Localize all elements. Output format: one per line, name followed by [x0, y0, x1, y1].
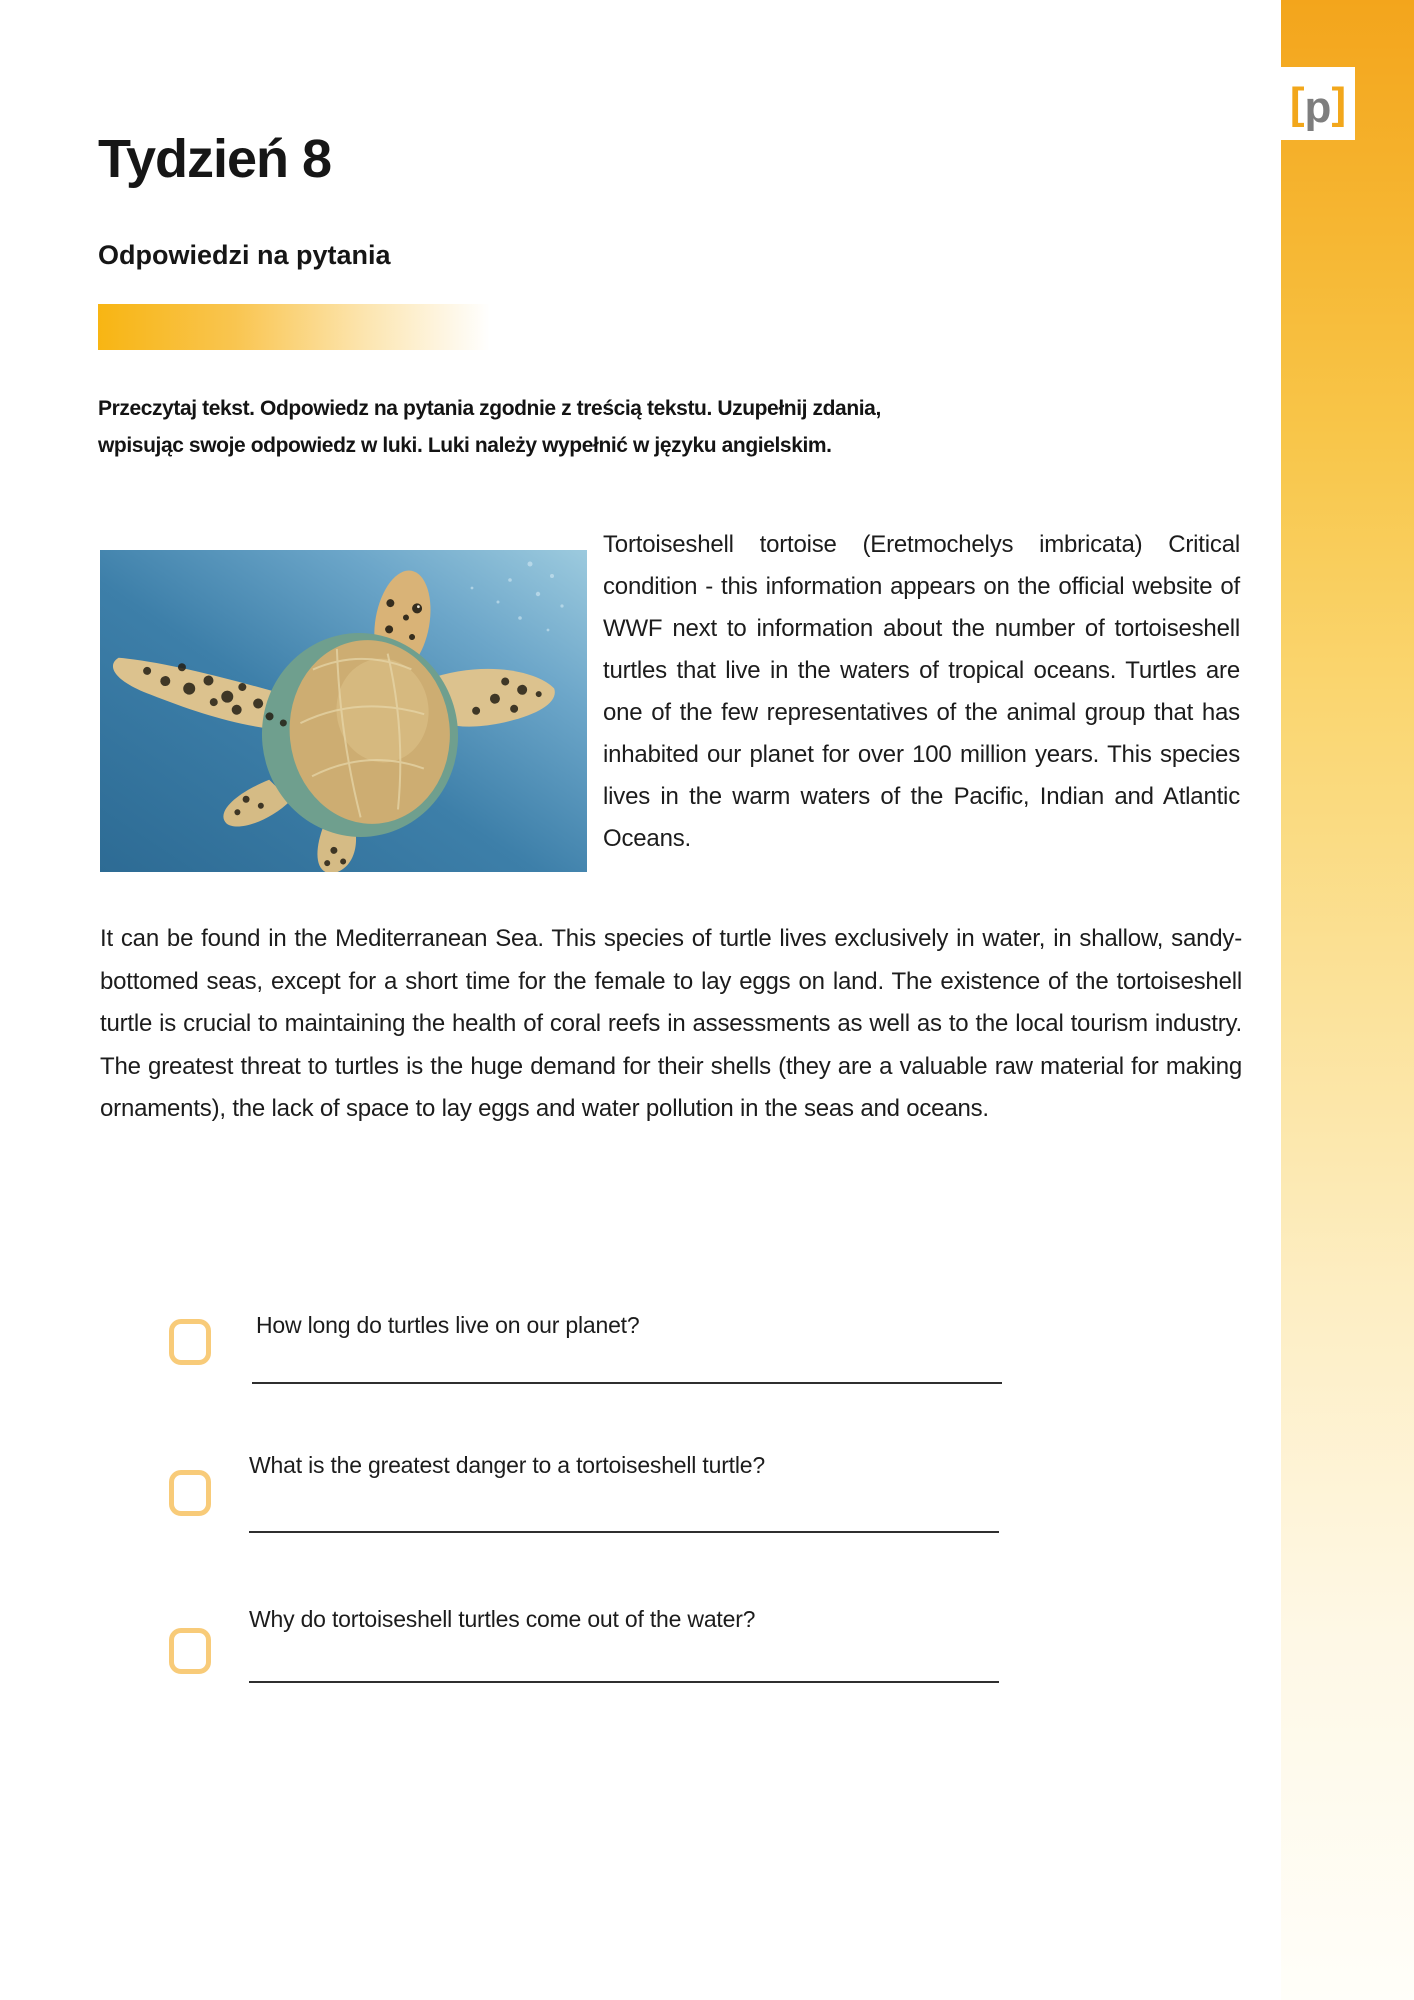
question-3-checkbox[interactable]	[169, 1628, 211, 1674]
question-1-answer-line[interactable]	[252, 1382, 1002, 1384]
question-3-answer-line[interactable]	[249, 1681, 999, 1683]
question-2-answer-line[interactable]	[249, 1531, 999, 1533]
article-paragraph-1: Tortoiseshell tortoise (Eretmochelys imbricata) Critical condition - this information appears on the official website of WWF next to information about the number of tortoiseshell turtles that live in the waters of tropical oceans. Turtles are one of the few representatives of the animal group that has inhabited our planet for over 100 million years. This species lives in the warm waters of the Pacific, Indian and Atlantic Oceans.	[603, 531, 1240, 852]
brand-logo	[1281, 67, 1355, 140]
logo-close-bracket: ]	[1331, 78, 1347, 128]
question-2-label: What is the greatest danger to a tortoiseshell turtle?	[249, 1452, 765, 1478]
instructions-line-2: wpisując swoje odpowiedz w luki. Luki należy wypełnić w języku angielskim.	[98, 434, 832, 457]
instructions-line-1: Przeczytaj tekst. Odpowiedz na pytania zgodnie z treścią tekstu. Uzupełnij zdania,	[98, 397, 881, 420]
logo-letter: p	[1304, 82, 1332, 132]
question-3-label: Why do tortoiseshell turtles come out of the water?	[249, 1606, 756, 1632]
yellow-divider-bar	[98, 304, 490, 350]
question-1-label: How long do turtles live on our planet?	[256, 1312, 640, 1338]
question-2-checkbox[interactable]	[169, 1470, 211, 1516]
right-gradient-bar	[1281, 0, 1414, 2000]
question-1-checkbox[interactable]	[169, 1319, 211, 1365]
instructions-text	[98, 390, 881, 464]
page-title: Tydzień 8	[98, 129, 332, 189]
page-subtitle: Odpowiedzi na pytania	[98, 240, 391, 270]
article-paragraph-2: It can be found in the Mediterranean Sea. This species of turtle lives exclusively in water, in shallow, sandy-bottomed seas, except for a short time for the female to lay eggs on land. The existence of the tortoiseshell turtle is crucial to maintaining the health of coral reefs in assessments as well as to the local tourism industry. The greatest threat to turtles is the huge demand for their shells (they are a valuable raw material for making ornaments), the lack of space to lay eggs and water pollution in the seas and oceans.	[100, 925, 1242, 1122]
logo-open-bracket: [	[1289, 78, 1305, 128]
sea-turtle-photo	[100, 550, 587, 872]
